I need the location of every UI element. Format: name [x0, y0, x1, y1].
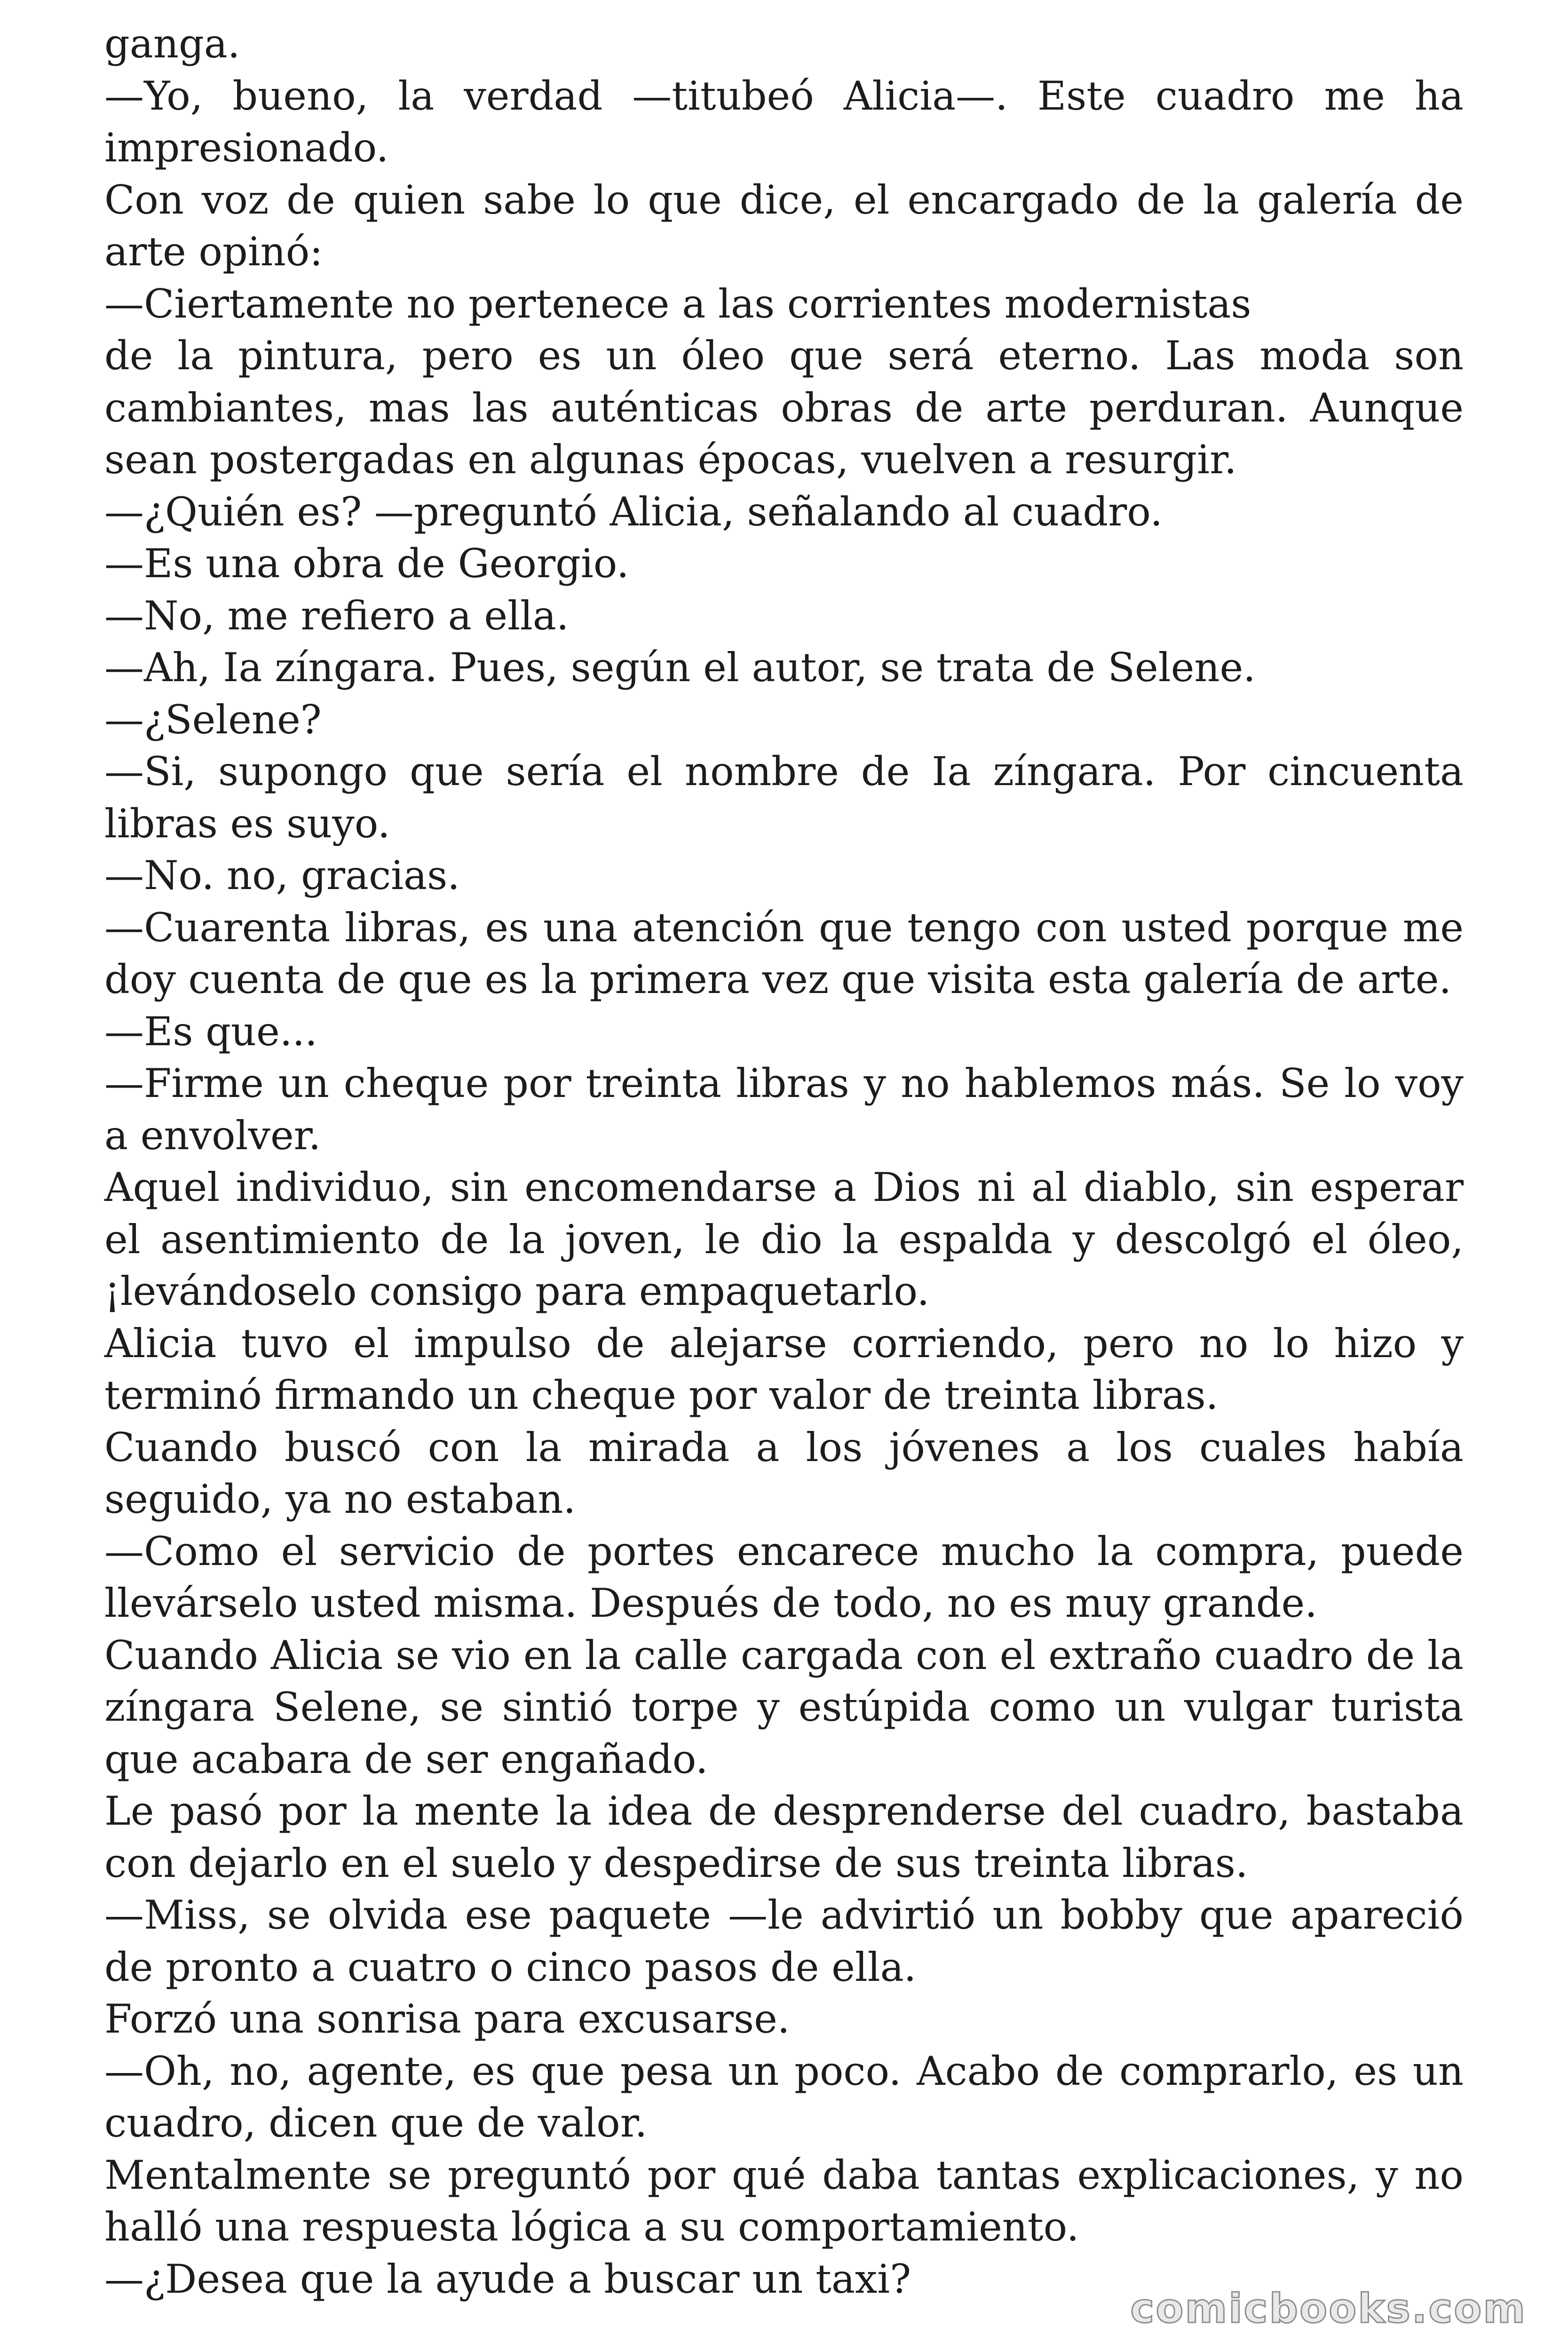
paragraph: —¿Desea que la ayude a buscar un taxi?	[104, 2256, 911, 2302]
paragraph: —Si, supongo que sería el nombre de Ia zíngara. Por cincuenta libras es suyo.	[104, 748, 1464, 847]
paragraph: —Miss, se olvida ese paquete —le advirtió un bobby que apareció de pronto a cuatro o cinco pasos de ella.	[104, 1892, 1464, 1990]
paragraph: Mentalmente se preguntó por qué daba tantas explicaciones, y no halló una respuesta lógica a su comportamiento.	[104, 2152, 1464, 2250]
paragraph: —Es que...	[104, 1008, 317, 1055]
paragraph: Forzó una sonrisa para excusarse.	[104, 1996, 790, 2042]
paragraph: Le pasó por la mente la idea de desprenderse del cuadro, bastaba con dejarlo en el suelo y despedirse de sus treinta libras.	[104, 1788, 1464, 1886]
paragraph: Con voz de quien sabe lo que dice, el encargado de la galería de arte opinó:	[104, 176, 1464, 275]
paragraph: —Ciertamente no pertenece a las corrientes modernistas	[104, 280, 1251, 327]
paragraph: —¿Quién es? —preguntó Alicia, señalando al cuadro.	[104, 488, 1163, 535]
paragraph: —No. no, gracias.	[104, 852, 460, 898]
document-page	[104, 18, 1464, 2305]
paragraph: Alicia tuvo el impulso de alejarse corriendo, pero no lo hizo y terminó firmando un cheque por valor de treinta libras.	[104, 1320, 1464, 1418]
paragraph: —Es una obra de Georgio.	[104, 540, 629, 587]
paragraph: —Como el servicio de portes encarece mucho la compra, puede llevárselo usted misma. Después de todo, no es muy grande.	[104, 1528, 1464, 1626]
paragraph: —No, me refiero a ella.	[104, 592, 569, 639]
paragraph: ganga.	[104, 21, 240, 67]
paragraph: Aquel individuo, sin encomendarse a Dios ni al diablo, sin esperar el asentimiento de la joven, le dio la espalda y descolgó el óleo, ¡levándoselo consigo para empaquetarlo.	[104, 1164, 1464, 1314]
paragraph: —Firme un cheque por treinta libras y no hablemos más. Se lo voy a envolver.	[104, 1060, 1464, 1159]
paragraph: —Yo, bueno, la verdad —titubeó Alicia—. Este cuadro me ha impresionado.	[104, 72, 1464, 171]
paragraph: de la pintura, pero es un óleo que será eterno. Las moda son cambiantes, mas las auténticas obras de arte perduran. Aunque sean postergadas en algunas épocas, vuelven a resurgir.	[104, 333, 1464, 483]
paragraph: —Ah, Ia zíngara. Pues, según el autor, se trata de Selene.	[104, 644, 1256, 691]
paragraph: —Cuarenta libras, es una atención que tengo con usted porque me doy cuenta de que es la primera vez que visita esta galería de arte.	[104, 904, 1464, 1002]
paragraph: —Oh, no, agente, es que pesa un poco. Acabo de comprarlo, es un cuadro, dicen que de valor.	[104, 2048, 1464, 2146]
watermark: comicbooks.com	[1130, 2285, 1527, 2332]
paragraph: —¿Selene?	[104, 696, 322, 743]
paragraph: Cuando Alicia se vio en la calle cargada con el extraño cuadro de la zíngara Selene, se sintió torpe y estúpida como un vulgar turista que acabara de ser engañado.	[104, 1632, 1464, 1782]
paragraph: Cuando buscó con la mirada a los jóvenes a los cuales había seguido, ya no estaban.	[104, 1424, 1464, 1522]
